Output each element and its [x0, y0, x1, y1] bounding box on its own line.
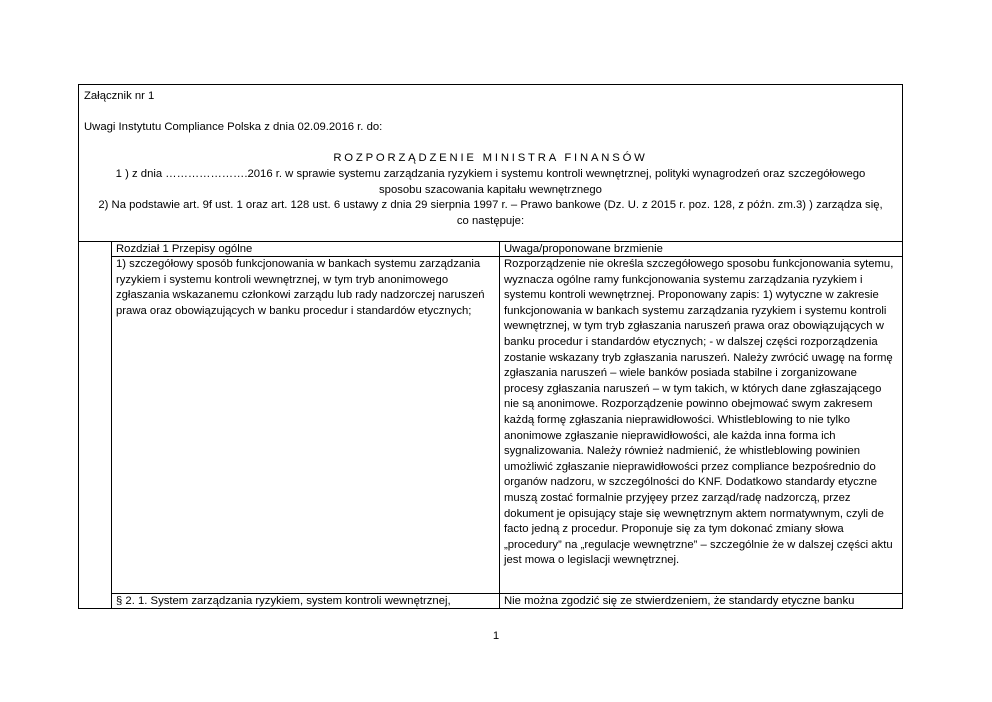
- comment-column: [500, 242, 902, 609]
- table-row-1-left: 1) szczegółowy sposób funkcjonowania w bankach systemu zarządzania ryzykiem i systemu kontroli wewnętrznej, w tym tryb anonimowego zgłaszania wskazanemu członkowi zarządu lub rady nadzorczej naruszeń prawa oraz obowiązujących w banku procedur i standardów etycznych;: [112, 257, 499, 594]
- remarks-line: Uwagi Instytutu Compliance Polska z dnia 02.09.2016 r. do:: [84, 121, 383, 134]
- regulation-title: ROZPORZĄDZENIE MINISTRA FINANSÓW: [333, 152, 648, 165]
- regulation-line-1: 1 ) z dnia ………………….2016 r. w sprawie systemu zarządzania ryzykiem i systemu kontroli wewnętrznej, polityki wynagrodzeń oraz szczegółowego: [115, 167, 866, 180]
- page-number: 1: [492, 630, 500, 642]
- table-header-right: Uwaga/proponowane brzmienie: [500, 242, 902, 257]
- regulation-line-4: co następuje:: [456, 214, 525, 227]
- comments-table: [79, 242, 902, 609]
- regulation-line-2: sposobu szacowania kapitału wewnętrznego: [379, 183, 602, 196]
- regulation-column: [112, 242, 500, 609]
- table-row-2-right: Nie można zgodzić się ze stwierdzeniem, że standardy etyczne banku: [504, 595, 855, 607]
- index-column: [79, 242, 112, 609]
- table-header-left: Rozdział 1 Przepisy ogólne: [112, 242, 499, 257]
- regulation-line-3: 2) Na podstawie art. 9f ust. 1 oraz art. 128 ust. 6 ustawy z dnia 29 sierpnia 1997 r. – Prawo bankowe (Dz. U. z 2015 r. poz. 128, z późn. zm.3) ) zarządza się,: [98, 199, 883, 212]
- document-table-frame: [78, 84, 903, 609]
- annex-label: Załącznik nr 1: [84, 90, 155, 102]
- document-header: [79, 85, 902, 242]
- table-row-2-left: § 2. 1. System zarządzania ryzykiem, system kontroli wewnętrznej,: [116, 595, 451, 607]
- table-row-1-right: Rozporządzenie nie określa szczegółowego sposobu funkcjonowania sytemu, wyznacza ogólne ramy funkcjonowania systemu zarządzania ryzykiem i systemu kontroli wewnętrznej. Proponowany zapis: 1) wytyczne w zakresie funkcjonowania w bankach systemu zarządzania ryzykiem i systemu kontroli wewnętrznej, w tym tryb zgłaszania naruszeń prawa oraz obowiązujących w banku procedur i standardów etycznych; - w dalszej części rozporządzenia zostanie wskazany tryb zgłaszania naruszeń. Należy zwrócić uwagę na formę zgłaszania naruszeń – wiele banków posiada stabilne i zorganizowane procesy zgłaszania naruszeń – w tym takich, w których dane zgłaszającego nie są anonimowe. Rozporządzenie powinno obejmować swym zakresem każdą formę zgłaszania nieprawidłowości. Whistleblowing to nie tylko anonimowe zgłaszanie nieprawidłowości, ale każda inna forma ich sygnalizowania. Należy również nadmienić, że whistleblowing powinien umożliwić zgłaszanie nieprawidłowości przez compliance bezpośrednio do organów nadzoru, w szczególności do KNF. Dodatkowo standardy etyczne muszą zostać formalnie przyjęey przez zarząd/radę nadzorczą, przez dokument je opisujący staje się wewnętrznym aktem normatywnym, czyli de facto jedną z procedur. Proponuje się za tym dokonać zmiany słowa „procedury” na „regulacje wewnętrzne” – szczególnie że w dalszej części aktu jest mowa o legislacji wewnętrznej.: [500, 257, 902, 594]
